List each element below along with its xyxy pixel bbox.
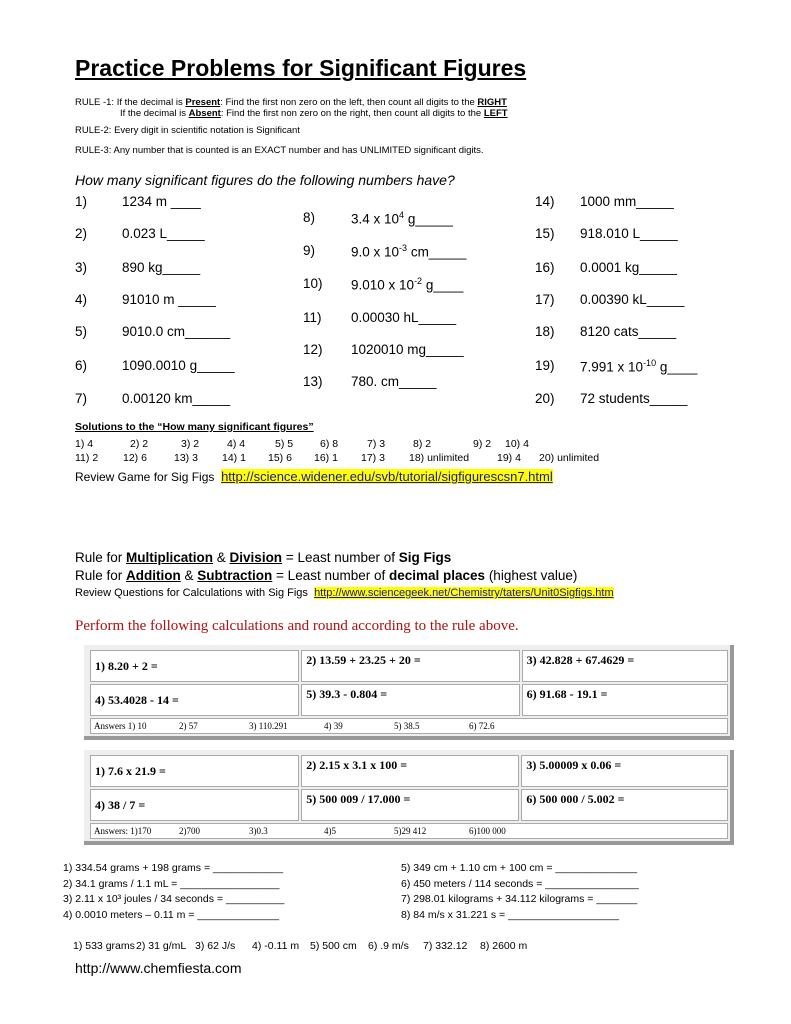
solution: 18) unlimited xyxy=(409,452,470,464)
problem-unit: cm_____ xyxy=(407,244,467,260)
calc-answer: 4) -0.11 m xyxy=(252,940,300,952)
problem-text xyxy=(580,358,697,375)
problem-value: 7.991 x 10 xyxy=(580,359,644,375)
calculation-cell: 1) 7.6 x 21.9 = xyxy=(90,755,299,787)
problem-number: 8) xyxy=(303,210,316,225)
problem-value: 91010 m _____ xyxy=(122,292,216,307)
problem-text xyxy=(580,391,687,406)
answer: 3) 110.291 xyxy=(249,721,288,731)
answer: 2) 57 xyxy=(179,721,198,731)
problem-number: 19) xyxy=(535,358,555,373)
problem-text xyxy=(122,260,200,275)
answer: Answers: 1)170 xyxy=(94,826,152,836)
problem-number: 3) xyxy=(75,260,88,275)
problem-number: 20) xyxy=(535,391,555,406)
rule-keyword: RIGHT xyxy=(477,97,507,108)
calculation-cell: 6) 91.68 - 19.1 = xyxy=(522,684,728,716)
calc-answer: 3) 62 J/s xyxy=(195,940,236,952)
calc-answer: 5) 500 cm xyxy=(310,940,357,952)
page-title: Practice Problems for Significant Figures xyxy=(75,55,527,81)
problem-text xyxy=(351,374,437,389)
solution: 7) 3 xyxy=(367,438,386,450)
rule-text: RULE -1: If the decimal is xyxy=(75,97,186,108)
rule-keyword: Present xyxy=(185,97,221,108)
keyword: Division xyxy=(229,550,283,565)
problem-text xyxy=(580,324,676,339)
answer: 5) 38.5 xyxy=(394,721,420,731)
answer: 2)700 xyxy=(179,826,200,836)
solution: 3) 2 xyxy=(181,438,200,450)
solution: 20) unlimited xyxy=(539,452,600,464)
problem-text xyxy=(122,226,205,241)
rule-1b xyxy=(120,108,508,119)
calc-answer: 2) 31 g/mL xyxy=(136,940,187,952)
solution: 8) 2 xyxy=(413,438,432,450)
calculation-cell: 3) 5.00009 x 0.06 = xyxy=(521,755,728,787)
solution: 16) 1 xyxy=(314,452,338,464)
exponent: -2 xyxy=(414,276,423,286)
problem-value: 0.00030 hL_____ xyxy=(351,310,457,325)
calc-answer: 1) 533 grams xyxy=(73,940,135,952)
problem-unit: g_____ xyxy=(404,211,453,227)
solution: 11) 2 xyxy=(75,452,99,464)
problem-value: 9010.0 cm______ xyxy=(122,324,231,339)
problem-text xyxy=(122,324,230,339)
calc-problem: 3) 2.11 x 10³ joules / 34 seconds = __________ xyxy=(63,893,285,905)
problem-number: 13) xyxy=(303,374,323,389)
solution: 6) 8 xyxy=(320,438,339,450)
calc-problem: 2) 34.1 grams / 1.1 mL = _________________ xyxy=(63,877,280,890)
solution: 17) 3 xyxy=(361,452,385,464)
calculation-cell: 4) 53.4028 - 14 = xyxy=(90,684,299,716)
text: (highest value) xyxy=(485,568,578,583)
answer: Answers 1) 10 xyxy=(94,721,147,731)
calculation-cell: 1) 8.20 + 2 = xyxy=(90,650,299,682)
exponent: -10 xyxy=(643,358,657,368)
problem-value: 780. cm_____ xyxy=(351,374,437,389)
problem-text xyxy=(351,210,453,227)
calc-answer: 6) .9 m/s xyxy=(368,940,409,952)
text: Rule for xyxy=(75,568,127,583)
calculation-cell: 5) 500 009 / 17.000 = xyxy=(301,789,519,821)
review-questions-link[interactable]: http://www.sciencegeek.net/Chemistry/taters/Unit0Sigfigs.htm xyxy=(314,587,614,599)
multiplication-rule xyxy=(75,550,451,565)
answer: 6)100 000 xyxy=(469,826,506,836)
solution: 4) 4 xyxy=(227,438,246,450)
problem-number: 15) xyxy=(535,226,555,241)
rule-text: : Find the first non zero on the left, then count all digits to the xyxy=(220,97,478,108)
problem-value: 0.0001 kg_____ xyxy=(580,260,677,275)
keyword: Multiplication xyxy=(126,550,214,565)
instruction: Perform the following calculations and round according to the rule above. xyxy=(75,618,519,634)
problem-value: 1020010 mg_____ xyxy=(351,342,464,357)
answer: 4)5 xyxy=(324,826,336,836)
rule-text: : Find the first non zero on the right, then count all digits to the xyxy=(220,108,484,119)
solution: 15) 6 xyxy=(268,452,292,464)
solution: 5) 5 xyxy=(275,438,294,450)
problem-number: 11) xyxy=(303,310,322,325)
problem-value: 1000 mm_____ xyxy=(580,194,674,209)
problem-text xyxy=(351,243,466,260)
keyword: Sig Figs xyxy=(398,550,452,565)
calculation-cell: 4) 38 / 7 = xyxy=(90,789,299,821)
footer-url[interactable]: http://www.chemfiesta.com xyxy=(75,960,242,976)
calc-problem: 4) 0.0010 meters – 0.11 m = ______________ xyxy=(63,908,280,921)
solutions-heading: Solutions to the “How many significant figures” xyxy=(75,421,314,433)
problem-number: 18) xyxy=(535,324,555,339)
problem-number: 2) xyxy=(75,226,88,241)
question: How many significant figures do the following numbers have? xyxy=(75,172,455,188)
problem-text xyxy=(580,226,678,241)
calc-problem: 6) 450 meters / 114 seconds = ________________ xyxy=(401,877,639,890)
rule-keyword: Absent xyxy=(188,108,221,119)
problem-number: 10) xyxy=(303,276,323,291)
problem-value: 1090.0010 g_____ xyxy=(122,358,235,373)
problem-number: 17) xyxy=(535,292,555,307)
problem-number: 5) xyxy=(75,324,88,339)
problem-number: 1) xyxy=(75,194,88,209)
answer: 5)29 412 xyxy=(394,826,427,836)
addition-table xyxy=(84,645,734,740)
text: = Least number of xyxy=(272,568,389,583)
calc-answer: 7) 332.12 xyxy=(423,940,468,952)
rule-keyword: LEFT xyxy=(483,108,508,119)
review-game xyxy=(75,469,553,484)
calculation-cell: 5) 39.3 - 0.804 = xyxy=(301,684,519,716)
text: & xyxy=(180,568,198,583)
text: Rule for xyxy=(75,550,127,565)
problem-number: 12) xyxy=(303,342,323,357)
problem-text xyxy=(580,292,684,307)
problem-value: 0.023 L_____ xyxy=(122,226,205,241)
review-questions xyxy=(75,587,614,599)
problem-number: 16) xyxy=(535,260,555,275)
problem-text xyxy=(351,342,464,357)
solution: 9) 2 xyxy=(473,438,492,450)
review-label: Review Game for Sig Figs xyxy=(75,470,215,484)
problem-value: 918.010 L_____ xyxy=(580,226,678,241)
solution: 10) 4 xyxy=(505,438,529,450)
calculation-cell: 2) 13.59 + 23.25 + 20 = xyxy=(301,650,519,682)
problem-number: 14) xyxy=(535,194,555,209)
problem-value: 0.00120 km_____ xyxy=(122,391,231,406)
review-game-link[interactable]: http://science.widener.edu/svb/tutorial/sigfigurescsn7.html xyxy=(221,469,553,484)
solution: 14) 1 xyxy=(222,452,246,464)
keyword: decimal places xyxy=(389,568,486,583)
rule-3: RULE-3: Any number that is counted is an EXACT number and has UNLIMITED significant digits. xyxy=(75,145,484,156)
problem-text xyxy=(122,391,230,406)
problem-text xyxy=(122,292,216,307)
text: & xyxy=(213,550,230,565)
problem-value: 890 kg_____ xyxy=(122,260,201,275)
answer: 4) 39 xyxy=(324,721,343,731)
problem-value: 0.00390 kL_____ xyxy=(580,292,685,307)
solution: 2) 2 xyxy=(130,438,149,450)
answer: 6) 72.6 xyxy=(469,721,495,731)
problem-value: 8120 cats_____ xyxy=(580,324,677,339)
problem-unit: g____ xyxy=(422,277,464,293)
problem-text xyxy=(122,194,201,209)
problem-text xyxy=(351,276,463,293)
calc-problem: 7) 298.01 kilograms + 34.112 kilograms = _______ xyxy=(401,893,638,905)
calculation-cell: 3) 42.828 + 67.4629 = xyxy=(522,650,728,682)
problem-value: 9.010 x 10 xyxy=(351,277,415,293)
calc-problem: 8) 84 m/s x 31.221 s = ___________________ xyxy=(401,908,620,921)
calc-problem: 1) 334.54 grams + 198 grams = ____________ xyxy=(63,862,284,874)
text: = Least number of xyxy=(282,550,399,565)
problem-number: 4) xyxy=(75,292,88,307)
solution: 13) 3 xyxy=(174,452,198,464)
rule-2: RULE-2: Every digit in scientific notation is Significant xyxy=(75,125,300,136)
exponent: -3 xyxy=(399,243,408,253)
problem-text xyxy=(122,358,235,373)
answers-row xyxy=(90,718,728,734)
problem-value: 72 students_____ xyxy=(580,391,688,406)
multiplication-table xyxy=(84,750,734,845)
rule-1a xyxy=(75,97,507,108)
calculation-cell: 2) 2.15 x 3.1 x 100 = xyxy=(301,755,519,787)
calc-answer: 8) 2600 m xyxy=(480,940,528,952)
problem-number: 9) xyxy=(303,243,316,258)
exponent: 4 xyxy=(399,210,405,220)
answers-row xyxy=(90,823,728,839)
solution: 1) 4 xyxy=(75,438,94,450)
problem-text xyxy=(580,194,674,209)
problem-text xyxy=(351,310,456,325)
rule-text: If the decimal is xyxy=(120,108,189,119)
calculation-cell: 6) 500 000 / 5.002 = xyxy=(521,789,728,821)
calc-problem: 5) 349 cm + 1.10 cm + 100 cm = ______________ xyxy=(401,862,638,874)
keyword: Subtraction xyxy=(197,568,273,583)
problem-value: 9.0 x 10 xyxy=(351,244,400,260)
review-label: Review Questions for Calculations with Sig Figs xyxy=(75,587,308,599)
addition-rule xyxy=(75,568,577,583)
solution: 19) 4 xyxy=(497,452,521,464)
keyword: Addition xyxy=(126,568,181,583)
problem-text xyxy=(580,260,677,275)
problem-number: 7) xyxy=(75,391,88,406)
problem-value: 3.4 x 10 xyxy=(351,211,400,227)
solution: 12) 6 xyxy=(123,452,147,464)
problem-unit: g____ xyxy=(656,359,698,375)
problem-value: 1234 m ____ xyxy=(122,194,201,209)
problem-number: 6) xyxy=(75,358,88,373)
answer: 3)0.3 xyxy=(249,826,268,836)
